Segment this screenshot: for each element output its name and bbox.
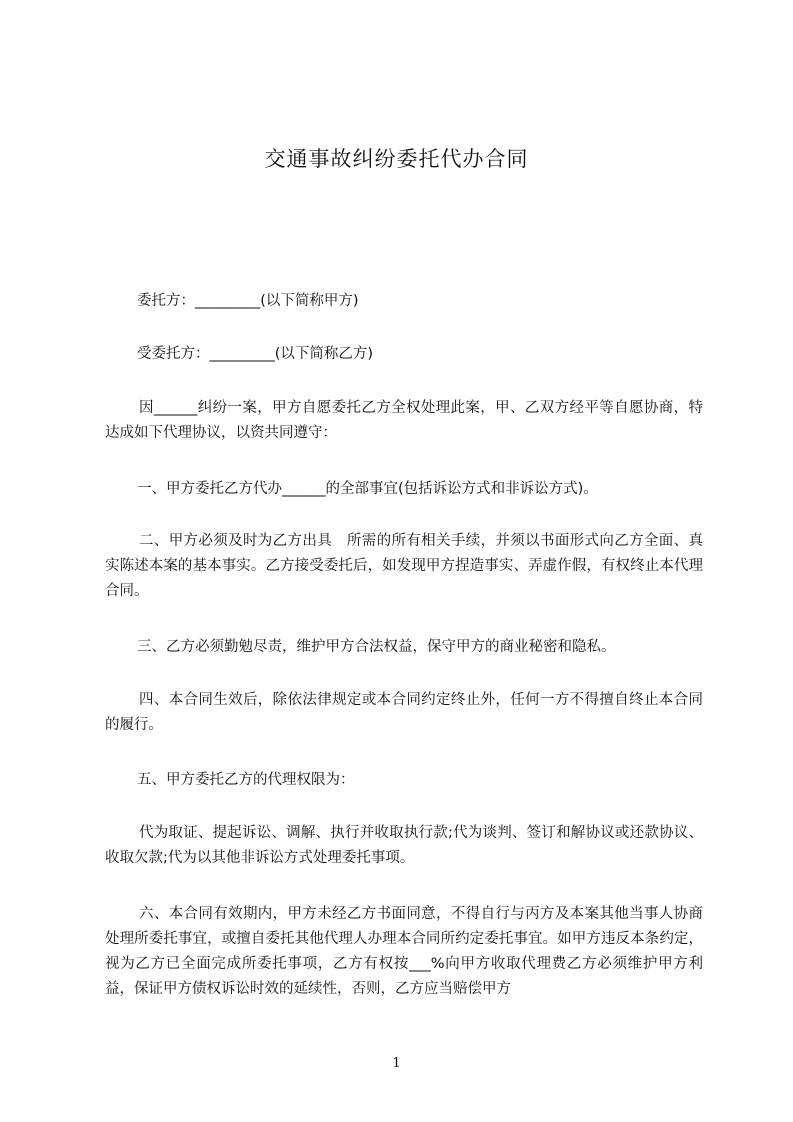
clause-5: 五、甲方委托乙方的代理权限为： [137,772,355,788]
page-number: 1 [392,1056,401,1071]
document-title: 交通事故纠纷委托代办合同 [264,147,529,171]
clause-1: 一、甲方委托乙方代办______的全部事宜(包括诉讼方式和非诉讼方式)。 [137,481,598,497]
clause-principal: 委托方：_________(以下简称甲方) [137,293,359,309]
clause-agent: 受委托方：_________(以下简称乙方) [137,346,374,362]
clause-5-scope: 代为取证、提起诉讼、调解、执行并收取执行款;代为谈判、签订和解协议或还款协议、收取欠款;代为以其他非诉讼方式处理委托事项。 [105,825,703,866]
clause-6: 六、本合同有效期内，甲方未经乙方书面同意，不得自行与丙方及本案其他当事人协商处理所委托事宜，或擅自委托其他代理人办理本合同所约定委托事宜。如甲方违反本条约定，视为乙方已全面完成所委托事项，乙方有权按___%向甲方收取代理费乙方必须维护甲方利益，保证甲方债权诉讼时效的延续性，否则，乙方应当赔偿甲方 [105,906,703,997]
clause-4: 四、本合同生效后，除依法律规定或本合同约定终止外，任何一方不得擅自终止本合同的履行。 [105,692,703,733]
clause-preamble: 因______纠纷一案，甲方自愿委托乙方全权处理此案，甲、乙双方经平等自愿协商，特达成如下代理协议，以资共同遵守： [105,400,703,441]
clause-3: 三、乙方必须勤勉尽责，维护甲方合法权益，保守甲方的商业秘密和隐私。 [137,639,616,655]
clause-2: 二、甲方必须及时为乙方出具 所需的所有相关手续，并须以书面形式向乙方全面、真实陈述本案的基本事实。乙方接受委托后，如发现甲方捏造事实、弄虚作假，有权终止本代理合同。 [105,533,703,599]
